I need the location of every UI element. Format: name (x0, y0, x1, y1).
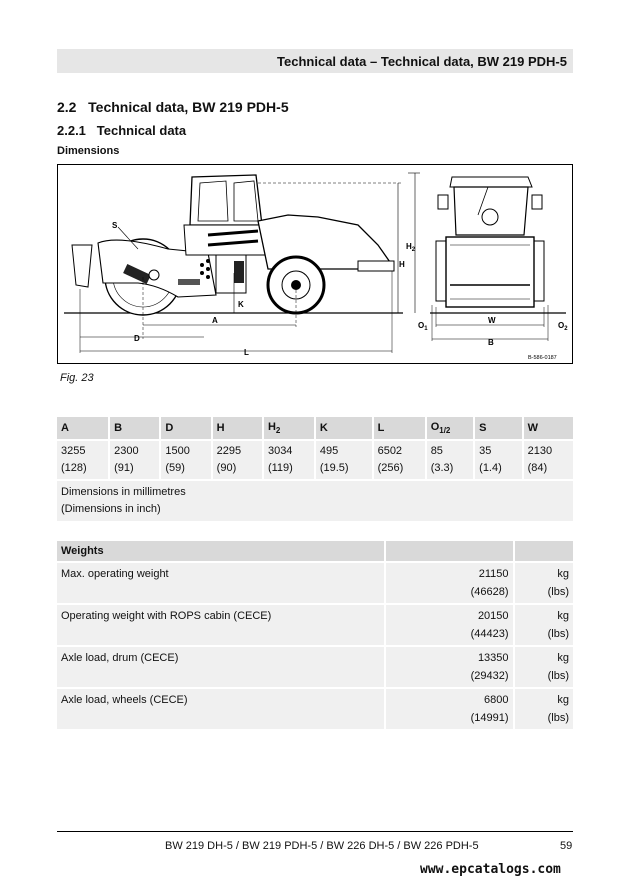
dimension-value-3: 2295 (90) (213, 441, 262, 479)
label-h: H (399, 260, 405, 269)
dimension-value-2: 1500 (59) (161, 441, 210, 479)
weight-label: Axle load, drum (CECE) (57, 647, 384, 687)
dimension-header-3: H (213, 417, 262, 439)
dimension-header-7: $O_{1/2}$ (427, 417, 473, 439)
footer-rule (57, 831, 573, 832)
dimension-header-9: W (524, 417, 573, 439)
roller-dimension-drawing (57, 164, 573, 364)
weights-header-value (386, 541, 513, 561)
section-number: 2.2 (57, 99, 77, 115)
weight-value: 13350 (29432) (386, 647, 513, 687)
figure-code: B-586-0187 (528, 355, 557, 361)
dimension-header-1: B (110, 417, 159, 439)
label-s: S (112, 221, 118, 230)
dimension-value-4: 3034 (119) (264, 441, 314, 479)
weight-unit: kg (lbs) (515, 563, 573, 603)
weight-unit: kg (lbs) (515, 647, 573, 687)
weights-table (55, 539, 575, 731)
weight-label: Axle load, wheels (CECE) (57, 689, 384, 729)
weight-unit: kg (lbs) (515, 605, 573, 645)
weight-row (57, 647, 573, 687)
dimension-value-1: 2300 (91) (110, 441, 159, 479)
page-number: 59 (560, 840, 573, 852)
figure-caption: Fig. 23 (60, 372, 94, 384)
dimensions-note (57, 481, 573, 521)
dimension-value-5: 495 (19.5) (316, 441, 372, 479)
label-a: A (212, 316, 218, 325)
section-title: Technical data, BW 219 PDH-5 (88, 99, 289, 115)
weight-value: 21150 (46628) (386, 563, 513, 603)
dimension-header-4: $H_2$ (264, 417, 314, 439)
weight-label: Operating weight with ROPS cabin (CECE) (57, 605, 384, 645)
dimension-value-6: 6502 (256) (374, 441, 425, 479)
dimension-header-5: K (316, 417, 372, 439)
subsection-title: Technical data (96, 123, 187, 138)
weights-header-row (57, 541, 573, 561)
header-title: Technical data – Technical data, BW 219 PDH-5 (277, 53, 567, 69)
section-heading (57, 99, 289, 115)
dimensions-value-row (57, 441, 573, 479)
watermark: www.epcatalogs.com (420, 862, 561, 877)
dimension-value-0: 3255 (128) (57, 441, 108, 479)
weight-row (57, 689, 573, 729)
dimensions-heading: Dimensions (57, 145, 120, 157)
label-b: B (488, 338, 494, 347)
label-k: K (238, 300, 244, 309)
dimensions-table (55, 415, 575, 523)
weight-label: Max. operating weight (57, 563, 384, 603)
weight-row (57, 563, 573, 603)
note-inch: (Dimensions in inch) (61, 503, 161, 515)
label-w: W (488, 316, 496, 325)
dimension-header-8: S (475, 417, 521, 439)
label-d: D (134, 334, 140, 343)
label-h2: $H_2$ (406, 242, 416, 253)
weight-unit: kg (lbs) (515, 689, 573, 729)
dimension-header-6: L (374, 417, 425, 439)
dimension-header-2: D (161, 417, 210, 439)
subsection-heading (57, 123, 186, 138)
dimension-value-7: 85 (3.3) (427, 441, 473, 479)
dimensions-header-row (57, 417, 573, 439)
weights-header-unit (515, 541, 573, 561)
subsection-number: 2.2.1 (57, 123, 86, 138)
footer-models: BW 219 DH-5 / BW 219 PDH-5 / BW 226 DH-5 / BW 226 PDH-5 (165, 840, 479, 852)
weight-row (57, 605, 573, 645)
label-l: L (244, 348, 249, 357)
dimension-value-9: 2130 (84) (524, 441, 573, 479)
dimension-header-0: A (57, 417, 108, 439)
roller-drawing-svg (58, 165, 572, 363)
dimensions-note-row (57, 481, 573, 521)
page-header (57, 49, 573, 73)
dimension-value-8: 35 (1.4) (475, 441, 521, 479)
weight-value: 6800 (14991) (386, 689, 513, 729)
label-o2: $O_2$ (558, 321, 568, 332)
weight-value: 20150 (44423) (386, 605, 513, 645)
label-o1: $O_1$ (418, 321, 428, 332)
weights-header: Weights (57, 541, 384, 561)
note-metric: Dimensions in millimetres (61, 486, 186, 498)
